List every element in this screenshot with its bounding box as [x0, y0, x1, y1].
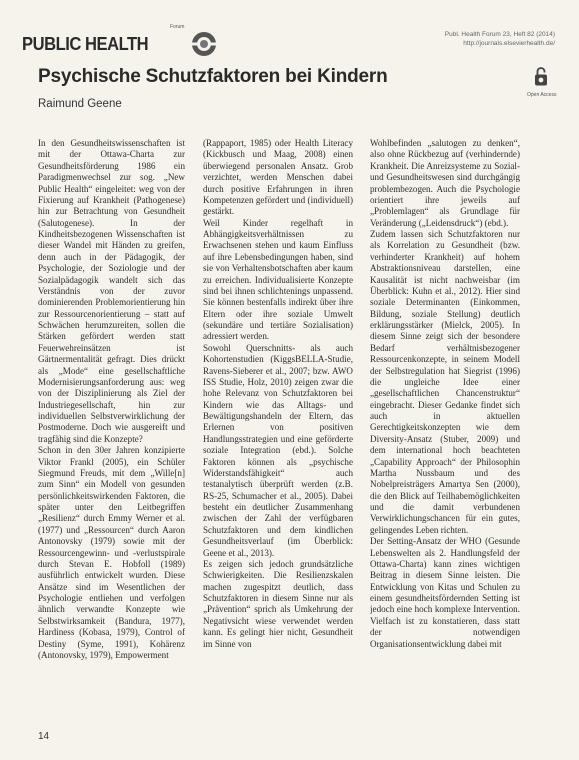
- page-number: 14: [38, 731, 50, 742]
- text-column-1: [38, 138, 185, 724]
- text-column-2: [203, 138, 353, 724]
- article-author: Raimund Geene: [38, 98, 122, 110]
- logo-circle-icon: [190, 30, 218, 58]
- journal-citation-line: Publ. Health Forum 23, Heft 82 (2014): [444, 31, 555, 38]
- open-access-label: Open Access: [527, 92, 557, 98]
- journal-url[interactable]: http://journals.elsevierhealth.de/: [463, 40, 555, 47]
- paragraph: Sowohl Querschnitts- als auch Kohortenstudien (KiggsBELLA-Studie, Ravens-Sieberer et al., 2007; bzw. AWO ISS Studie, Holz, 2010) zeigen zwar die hohe Relevanz von Schutzfaktoren bei Kindern wie das Alltags- und Bewältigungshandeln der Eltern, das Erlernen von positiven Handlungsstrategien und eine geförderte soziale Integration (ebd.). Solche Faktoren können als „psychische Widerstandsfähigkeit“ auch testanalytisch überprüft werden (z.B. RS-25, Schumacher et al., 2005). Dabei besteht ein deutlicher Zusammenhang zwischen der Zahl der verfügbaren Schutzfaktoren und dem kindlichen Gesundheitsverlauf (im Überblick: Geene et al., 2013).: [203, 342, 353, 558]
- journal-citation: [445, 30, 555, 48]
- paragraph: Der Setting-Ansatz der WHO (Gesunde Lebenswelten als 2. Handlungsfeld der Ottawa-Charta) kann zines wichtigen Beitrag in diesem Sinne leisten. Die Entwicklung von Kitas und Schulen zu einem gesundheitsfördernden Setting ist jedoch eine hoch komplexe Intervention. Vielfach ist zu konstatieren, dass statt der notwendigen Organisationsentwicklung dabei mit: [370, 536, 520, 649]
- paragraph: In den Gesundheitswissenschaften ist mit der Ottawa-Charta zur Gesundheitsförderung 1986 ein Paradigmenwechsel zur sog. „New Public Health“ eingeleitet: weg von der Fixierung auf Krankheit (Pathogenese) hin zur Betrachtung von Gesundheit (Salutogenese). In der Kindheitsbezogenen Wissenschaften ist dieser Wandel mit Händen zu greifen, denn auch in der Pädagogik, der Psychologie, der Soziologie und der Sozialpädagogik wandelt sich das Verständnis von der zuvor dominierenden Problemorientierung hin zur Ressourcenorientierung – statt auf Schwächen herumzureiten, sollen die Stärken gefördert werden statt Feuerwehreinsätzen ist Gärtnermentalität gefragt. Dies drückt als „Mode“ eine gesellschaftliche Modernisierungsanforderung aus: weg von der Disziplinierung als Ziel der Industriegesellschaft, hin zur individuellen Selbstverwirklichung der Postmoderne. Doch wie ausgereift und tragfähig sind die Konzepte?: [38, 138, 185, 444]
- text-column-3: [370, 138, 520, 724]
- paragraph: Es zeigen sich jedoch grundsätzliche Schwierigkeiten. Die Resilienzskalen machen zugespitzt deutlich, dass Schutzfaktoren in diesem Sinne nur als „Prävention“ sprich als Umkehrung der Negativsicht wiese verwendet werden kann. Es gelingt hier nicht, Gesundheit im Sinne von: [203, 558, 353, 649]
- paragraph: Wohlbefinden „salutogen zu denken“, also ohne Rückbezug auf (verhindernde) Krankheit. Die Anreizsysteme zu Sozial- und Gesundheitswesen sind durchgängig problembezogen. Auch die Psychologie orientiert ihre jeweils auf „Problemlagen“ als Grundlage für Veränderung („Leidensdruck“) (ebd.).: [370, 138, 520, 228]
- paragraph: Schon in den 30er Jahren konzipierte Viktor Frankl (2005), ein Schüler Siegmund Freuds, mit dem „Wille[n] zum Sinn“ ein Modell von gesunden persönlichkeitswirkenden Faktoren, die später unter den Leitbegriffen „Resilienz“ durch Emmy Werner et al. (1977) und „Ressourcen“ durch Aaron Antonovsky (1979) sowie mit der Ressourcengewinn- und -verlustspirale durch Stevan E. Hobfoll (1989) ausführlich entwickelt wurden. Diese Ansätze sind im Wesentlichen der Psychologie entliehen und verfolgen ähnlich verwandte Konzepte wie Selbstwirksamkeit (Bandura, 1977), Hardiness (Kobasa, 1979), Control of Destiny (Syme, 1991), Kohärenz (Antonovsky, 1979), Empowerment: [38, 445, 185, 660]
- article-title: Psychische Schutzfaktoren bei Kindern: [38, 66, 388, 87]
- open-access-badge: [527, 66, 555, 98]
- paragraph: Zudem lassen sich Schutzfaktoren nur als Korrelation zu Gesundheit (bzw. verhinderter Krankheit) auf hohem Abstraktionsniveau darstellen, eine Kausalität ist nicht nachweisbar (im Überblick: Kuhn et al., 2012). Hier sind soziale Determinanten (Einkommen, Bildung, soziale Stellung) deutlich erklärungsstärker (Mielck, 2005). In diesem Sinne zeigt sich der besondere Bedarf verhältnisbezogener Ressourcenkonzepte, in seinem Modell der Selbstregulation hat Siegrist (1996) die ungleiche Idee einer „gesellschaftlichen Chancenstruktur“ eingebracht. Dieser Gedanke findet sich auch in aktuellen Gerechtigkeitskonzepten wie dem Diversity-Ansatz (Stuber, 2009) und dem international hoch beachteten „Capability Approach“ der Philosophin Martha Nussbaum und des Nobelpreisträgers Amartya Sen (2000), die den Blick auf Teilhabemöglichkeiten und die damit verbundenen Verwirklichungschancen für ein gutes, gelingendes Leben richten.: [370, 229, 520, 535]
- open-access-lock-icon: [534, 66, 548, 86]
- paragraph: (Rappaport, 1985) oder Health Literacy (Kickbusch und Maag, 2008) einen überwiegend personalen Ansatz. Grob verzichtet, werden Menschen dabei durch positive Erfahrungen in ihren Kompetenzen gefördert und (individuell) gestärkt.: [203, 138, 353, 217]
- logo-text: PUBLIC HEALTH: [22, 34, 149, 54]
- logo-superscript: Forum: [170, 24, 185, 30]
- paragraph: Weil Kinder regelhaft in Abhängigkeitsverhältnissen zu Erwachsenen stehen und kaum Einfluss auf ihre Lebensbedingungen haben, sind sie von Verhaltensbotschaften aber kaum zu erreichen. Individualisierte Konzepte sind bei ihnen schlichtenings unpassend. Sie können bestenfalls indirekt über ihre Eltern oder ihre soziale Umwelt (sekundäre und tertiäre Sozialisation) adressiert werden.: [203, 217, 353, 342]
